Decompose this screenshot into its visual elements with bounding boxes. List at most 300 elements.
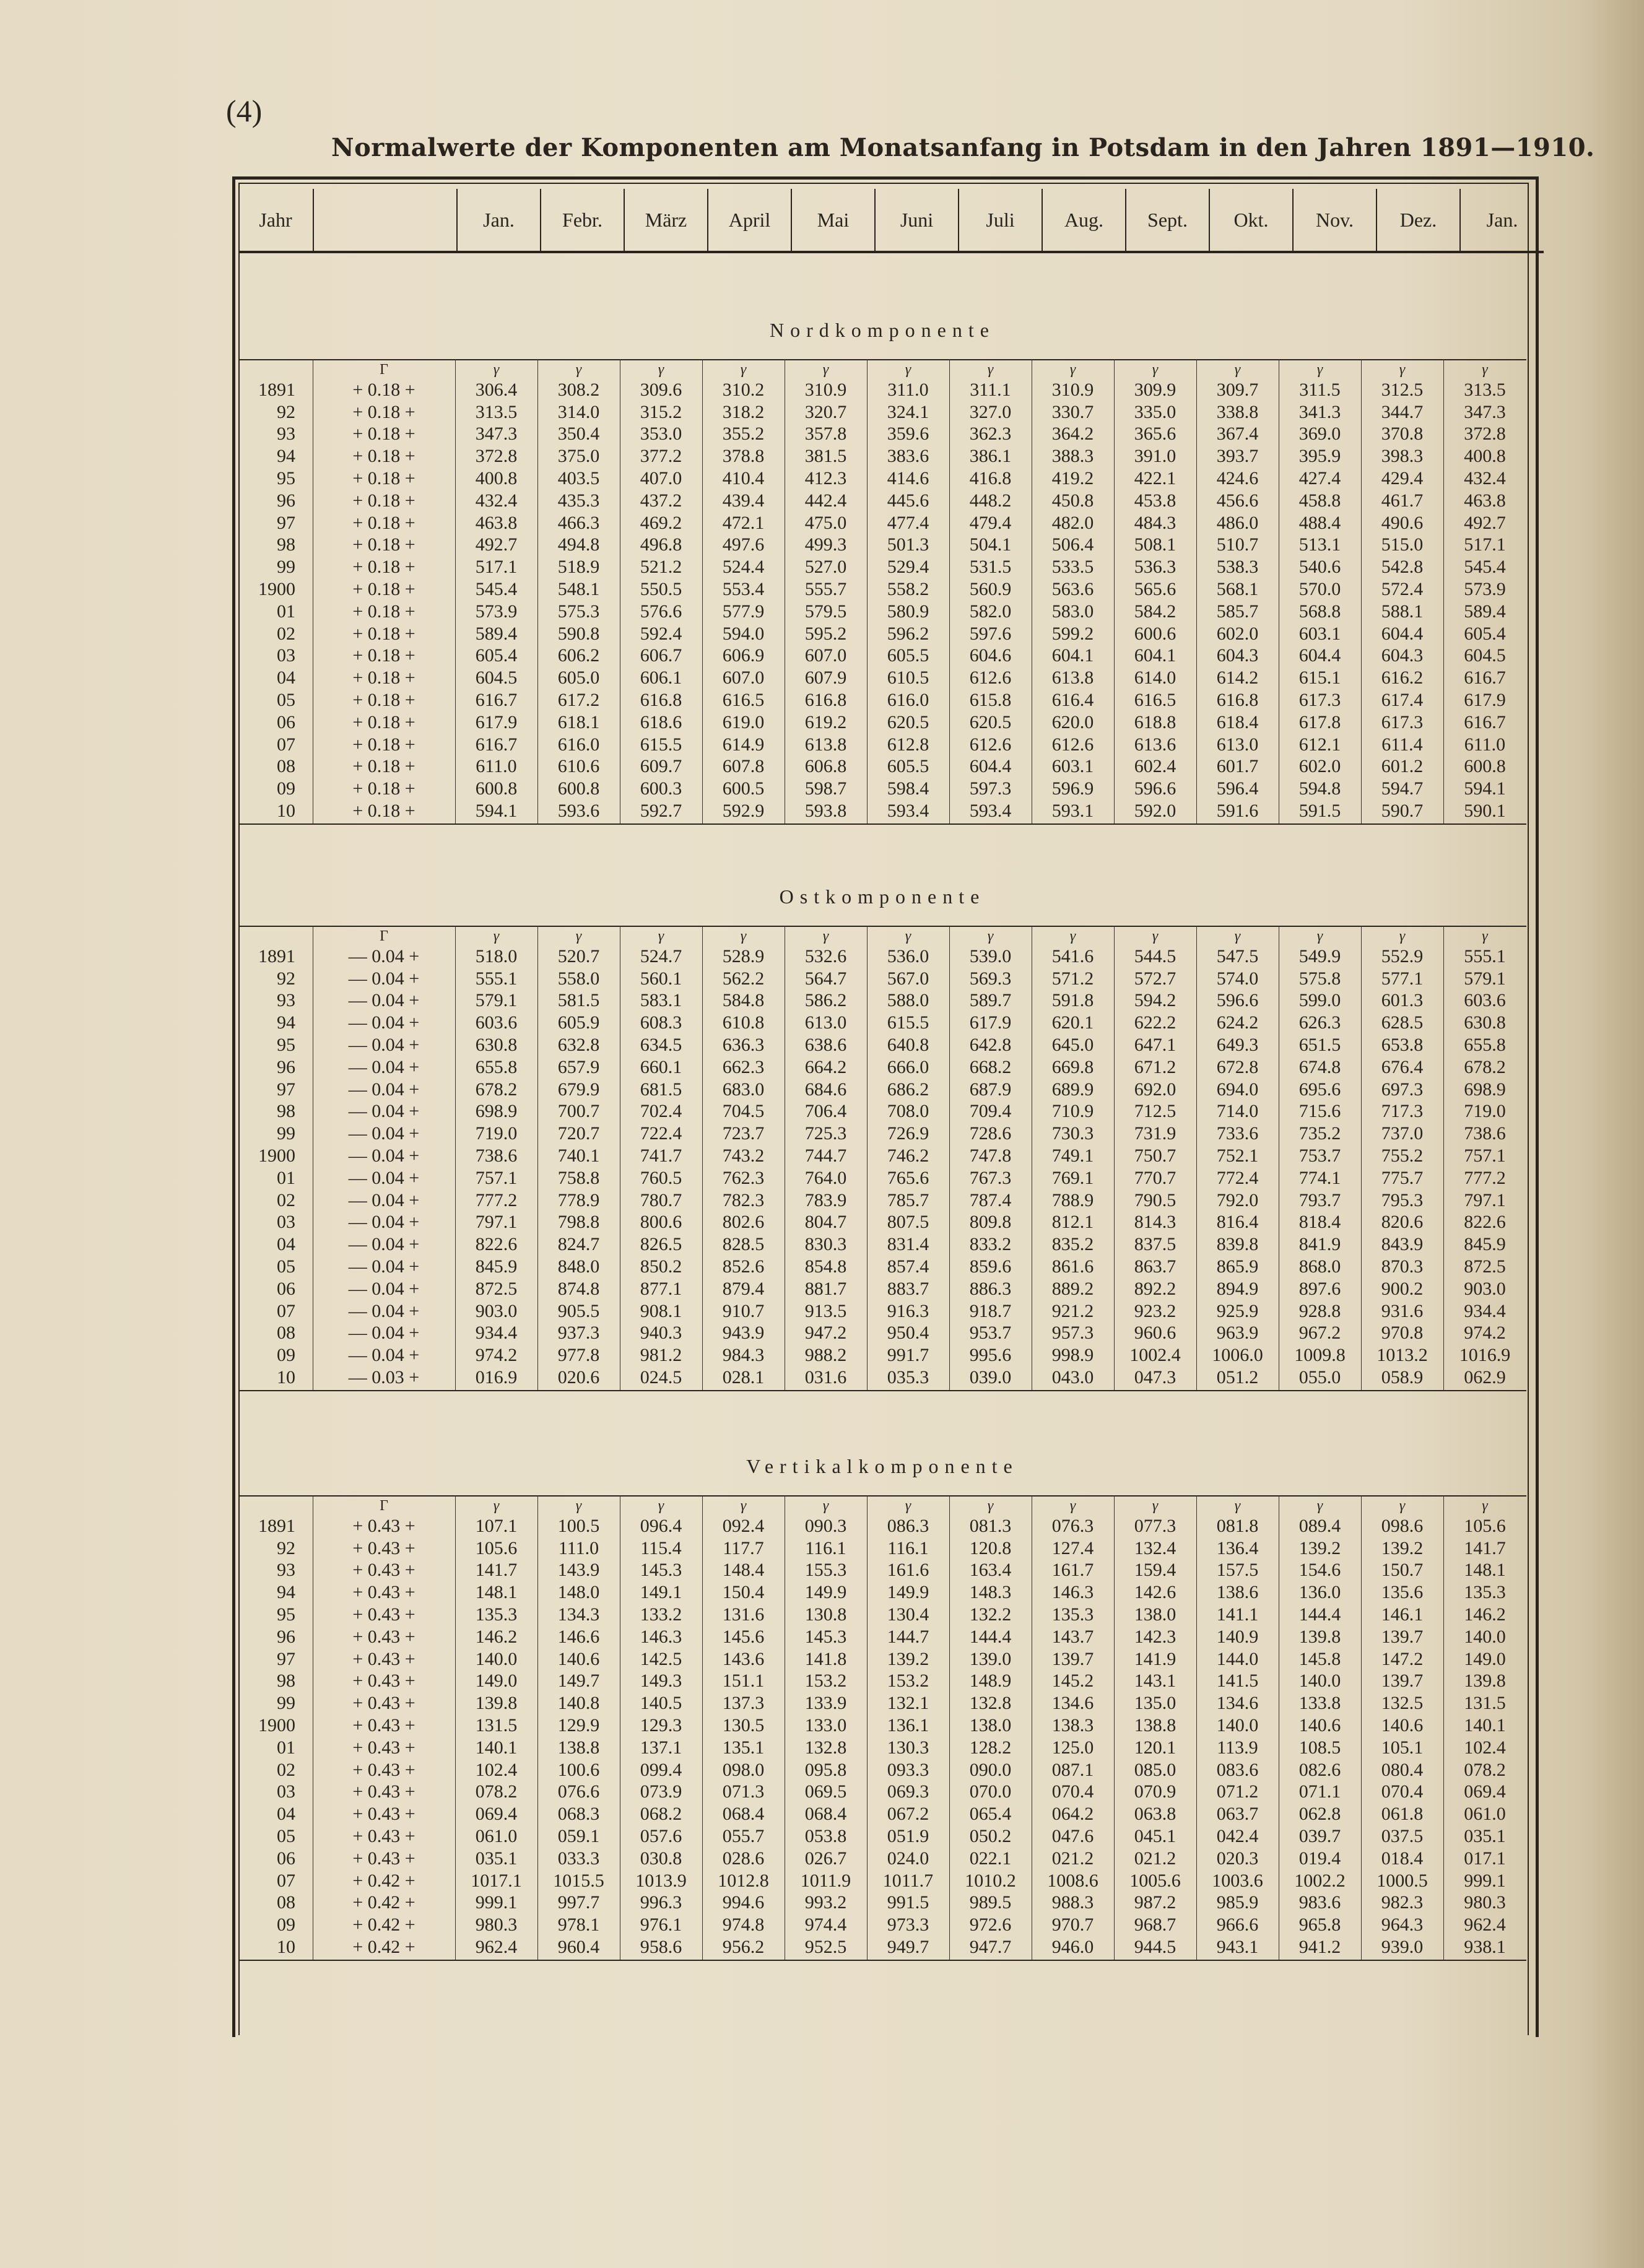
- value-cell: 987.2: [1134, 1892, 1176, 1913]
- value-cell: 311.5: [1299, 379, 1341, 400]
- value-cell: 536.0: [887, 945, 929, 967]
- year-cell: 93: [277, 990, 295, 1011]
- table-row: [238, 1145, 1526, 1167]
- value-cell: 113.9: [1217, 1737, 1258, 1758]
- value-cell: 141.9: [1134, 1648, 1176, 1669]
- table-row: [238, 1079, 1526, 1101]
- section-grid: [238, 927, 1526, 1389]
- value-cell: 607.8: [722, 756, 765, 777]
- table-row: [238, 645, 1526, 667]
- empty-cell: [238, 360, 313, 379]
- value-cell: 820.6: [1381, 1212, 1424, 1233]
- value-cell: 115.4: [640, 1537, 682, 1558]
- value-cell: 733.6: [1216, 1123, 1259, 1144]
- value-cell: 714.0: [1216, 1101, 1259, 1122]
- value-cell: 364.2: [1051, 424, 1094, 445]
- correction-cell: + 0.43 +: [352, 1693, 415, 1714]
- value-cell: 597.3: [969, 778, 1012, 799]
- unit-row: [238, 1497, 1526, 1515]
- correction-cell: + 0.42 +: [352, 1892, 415, 1913]
- value-cell: 085.0: [1134, 1759, 1176, 1780]
- value-cell: 950.4: [887, 1323, 929, 1344]
- value-cell: 463.8: [475, 512, 518, 533]
- value-cell: 605.4: [475, 645, 518, 666]
- value-cell: 797.1: [1464, 1189, 1506, 1210]
- value-cell: 061.0: [1464, 1804, 1506, 1825]
- value-cell: 605.9: [557, 1012, 600, 1033]
- unit-label: γ: [1069, 361, 1076, 378]
- correction-cell: + 0.18 +: [352, 756, 415, 777]
- value-cell: 365.6: [1134, 424, 1176, 445]
- column-rule: [537, 926, 538, 1390]
- value-cell: 442.4: [804, 490, 847, 511]
- value-cell: 968.7: [1134, 1914, 1176, 1936]
- correction-cell: — 0.03 +: [348, 1367, 420, 1388]
- value-cell: 662.3: [722, 1056, 765, 1077]
- value-cell: 918.7: [969, 1300, 1012, 1321]
- value-cell: 414.6: [887, 468, 929, 489]
- correction-cell: — 0.04 +: [348, 1035, 420, 1056]
- value-cell: 903.0: [1464, 1278, 1506, 1299]
- value-cell: 579.1: [1464, 968, 1506, 989]
- value-cell: 501.3: [887, 534, 929, 555]
- value-cell: 962.4: [1464, 1914, 1506, 1936]
- value-cell: 531.5: [969, 557, 1012, 578]
- value-cell: 318.2: [722, 401, 765, 422]
- value-cell: 568.1: [1216, 579, 1259, 600]
- value-cell: 055.0: [1298, 1367, 1341, 1388]
- column-rule: [1361, 1495, 1362, 1960]
- value-cell: 615.8: [969, 690, 1012, 711]
- value-cell: 553.4: [722, 579, 765, 600]
- table-row: [238, 578, 1526, 601]
- value-cell: 155.3: [804, 1560, 847, 1581]
- value-cell: 086.3: [887, 1515, 929, 1536]
- value-cell: 611.4: [1381, 734, 1423, 755]
- value-cell: 772.4: [1216, 1167, 1259, 1188]
- value-cell: 604.4: [1298, 645, 1341, 666]
- value-cell: 149.9: [804, 1582, 847, 1603]
- value-cell: 134.6: [1051, 1693, 1094, 1714]
- value-cell: 605.0: [557, 667, 600, 689]
- value-cell: 064.2: [1051, 1804, 1094, 1825]
- value-cell: 344.7: [1381, 401, 1424, 422]
- value-cell: 021.2: [1051, 1848, 1094, 1869]
- value-cell: 797.1: [475, 1212, 518, 1233]
- unit-label: γ: [740, 1497, 747, 1514]
- value-cell: 575.3: [557, 601, 600, 622]
- value-cell: 613.8: [1051, 667, 1094, 689]
- value-cell: 653.8: [1381, 1035, 1424, 1056]
- value-cell: 996.3: [640, 1892, 682, 1913]
- unit-label: γ: [1152, 928, 1159, 944]
- value-cell: 573.9: [475, 601, 518, 622]
- value-cell: 143.7: [1051, 1626, 1094, 1647]
- year-cell: 09: [277, 778, 295, 799]
- table-row: [238, 1515, 1526, 1537]
- value-cell: 702.4: [640, 1101, 682, 1122]
- value-cell: 877.1: [640, 1278, 682, 1299]
- value-cell: 555.1: [475, 968, 518, 989]
- value-cell: 353.0: [640, 424, 682, 445]
- value-cell: 988.3: [1051, 1892, 1094, 1913]
- section-title: Nordkomponente: [770, 319, 995, 341]
- value-cell: 999.1: [1464, 1870, 1506, 1891]
- unit-label: γ: [1152, 361, 1159, 378]
- value-cell: 139.8: [475, 1693, 518, 1714]
- unit-label: γ: [1069, 1497, 1076, 1514]
- value-cell: 067.2: [887, 1804, 929, 1825]
- value-cell: 580.9: [887, 601, 929, 622]
- value-cell: 310.9: [804, 379, 847, 400]
- year-cell: 97: [277, 1079, 295, 1100]
- header-month: Mai: [792, 189, 876, 251]
- value-cell: 1011.7: [882, 1870, 934, 1891]
- value-cell: 510.7: [1216, 534, 1259, 555]
- value-cell: 482.0: [1051, 512, 1094, 533]
- value-cell: 330.7: [1051, 401, 1094, 422]
- value-cell: 947.7: [969, 1937, 1012, 1958]
- correction-cell: + 0.18 +: [352, 734, 415, 755]
- value-cell: 886.3: [969, 1278, 1012, 1299]
- value-cell: 883.7: [887, 1278, 929, 1299]
- value-cell: 576.6: [640, 601, 682, 622]
- table-row: [238, 1344, 1526, 1366]
- value-cell: 589.7: [969, 990, 1012, 1011]
- value-cell: 749.1: [1051, 1145, 1094, 1167]
- value-cell: 973.3: [887, 1914, 929, 1936]
- value-cell: 051.2: [1216, 1367, 1259, 1388]
- value-cell: 618.6: [640, 711, 682, 732]
- value-cell: 016.9: [475, 1367, 518, 1388]
- table-row: [238, 379, 1526, 401]
- value-cell: 850.2: [640, 1256, 682, 1277]
- value-cell: 679.9: [557, 1079, 600, 1100]
- year-cell: 03: [277, 645, 295, 666]
- correction-cell: — 0.04 +: [348, 1189, 420, 1210]
- value-cell: 582.0: [969, 601, 1012, 622]
- value-cell: 388.3: [1051, 446, 1094, 467]
- value-cell: 674.8: [1298, 1056, 1341, 1077]
- value-cell: 017.1: [1464, 1848, 1506, 1869]
- value-cell: 913.5: [804, 1300, 847, 1321]
- value-cell: 391.0: [1134, 446, 1176, 467]
- value-cell: 835.2: [1051, 1234, 1094, 1255]
- value-cell: 019.4: [1298, 1848, 1341, 1869]
- value-cell: 874.8: [557, 1278, 600, 1299]
- value-cell: 051.9: [887, 1826, 929, 1847]
- value-cell: 995.6: [969, 1345, 1012, 1366]
- correction-cell: + 0.18 +: [352, 623, 415, 644]
- correction-cell: + 0.43 +: [352, 1648, 415, 1669]
- correction-cell: — 0.04 +: [348, 1056, 420, 1077]
- unit-label: γ: [658, 361, 664, 378]
- value-cell: 142.6: [1134, 1582, 1176, 1603]
- value-cell: 120.1: [1134, 1737, 1176, 1758]
- value-cell: 370.8: [1381, 424, 1424, 445]
- value-cell: 143.6: [722, 1648, 765, 1669]
- year-cell: 1900: [258, 579, 295, 600]
- value-cell: 613.0: [1216, 734, 1259, 755]
- value-cell: 089.4: [1298, 1515, 1341, 1536]
- value-cell: 900.2: [1381, 1278, 1424, 1299]
- value-cell: 058.9: [1381, 1367, 1424, 1388]
- value-cell: 683.0: [722, 1079, 765, 1100]
- year-cell: 06: [277, 1848, 295, 1869]
- value-cell: 974.8: [722, 1914, 765, 1936]
- value-cell: 520.7: [557, 945, 600, 967]
- unit-label: γ: [987, 928, 994, 944]
- value-cell: 142.3: [1134, 1626, 1176, 1647]
- value-cell: 153.2: [887, 1671, 929, 1692]
- value-cell: 437.2: [640, 490, 682, 511]
- value-cell: 575.8: [1298, 968, 1341, 989]
- value-cell: 506.4: [1051, 534, 1094, 555]
- year-cell: 01: [277, 1737, 295, 1758]
- correction-cell: — 0.04 +: [348, 1167, 420, 1188]
- value-cell: 154.6: [1298, 1560, 1341, 1581]
- value-cell: 956.2: [722, 1937, 765, 1958]
- value-cell: 163.4: [969, 1560, 1012, 1581]
- unit-row: [238, 927, 1526, 945]
- value-cell: 953.7: [969, 1323, 1012, 1344]
- value-cell: 137.3: [722, 1693, 765, 1714]
- table-row: [238, 1626, 1526, 1648]
- value-cell: 095.8: [804, 1759, 847, 1780]
- table-row: [238, 1604, 1526, 1626]
- value-cell: 076.3: [1051, 1515, 1094, 1536]
- year-cell: 06: [277, 711, 295, 732]
- section-title: Ostkomponente: [779, 885, 986, 908]
- value-cell: 698.9: [475, 1101, 518, 1122]
- column-rule: [702, 359, 703, 823]
- value-cell: 903.0: [475, 1300, 518, 1321]
- correction-cell: + 0.43 +: [352, 1604, 415, 1625]
- value-cell: 140.1: [1464, 1715, 1506, 1736]
- value-cell: 622.2: [1134, 1012, 1176, 1033]
- value-cell: 916.3: [887, 1300, 929, 1321]
- table-row: [238, 601, 1526, 623]
- value-cell: 125.0: [1051, 1737, 1094, 1758]
- year-cell: 1900: [258, 1145, 295, 1167]
- value-cell: 593.4: [887, 801, 929, 822]
- value-cell: 517.1: [475, 557, 518, 578]
- value-cell: 042.4: [1216, 1826, 1259, 1847]
- table-row: [238, 1101, 1526, 1123]
- year-cell: 07: [277, 1870, 295, 1891]
- value-cell: 872.5: [475, 1278, 518, 1299]
- table-title: Normalwerte der Komponenten am Monatsanfang in Potsdam in den Jahren 1891—1910.: [331, 133, 1595, 162]
- value-cell: 150.4: [722, 1582, 765, 1603]
- value-cell: 944.5: [1134, 1937, 1176, 1958]
- correction-cell: + 0.18 +: [352, 379, 415, 400]
- year-cell: 08: [277, 1323, 295, 1344]
- page-number: (4): [226, 93, 263, 128]
- value-cell: 134.3: [557, 1604, 600, 1625]
- value-cell: 424.6: [1216, 468, 1259, 489]
- value-cell: 612.1: [1298, 734, 1341, 755]
- value-cell: 640.8: [887, 1035, 929, 1056]
- value-cell: 132.2: [969, 1604, 1012, 1625]
- value-cell: 484.3: [1134, 512, 1176, 533]
- unit-label: γ: [987, 361, 994, 378]
- value-cell: 613.6: [1134, 734, 1176, 755]
- year-cell: 93: [277, 1560, 295, 1581]
- value-cell: 831.4: [887, 1234, 929, 1255]
- value-cell: 562.2: [722, 968, 765, 989]
- value-cell: 672.8: [1216, 1056, 1259, 1077]
- correction-cell: — 0.04 +: [348, 1323, 420, 1344]
- value-cell: 769.1: [1051, 1167, 1094, 1188]
- column-rule: [1114, 359, 1115, 823]
- value-cell: 138.3: [1051, 1715, 1094, 1736]
- value-cell: 602.0: [1216, 623, 1259, 644]
- table-row: [238, 945, 1526, 968]
- year-cell: 95: [277, 468, 295, 489]
- value-cell: 400.8: [1464, 446, 1506, 467]
- table-row: [238, 778, 1526, 800]
- value-cell: 592.0: [1134, 801, 1176, 822]
- year-cell: 92: [277, 401, 295, 422]
- value-cell: 448.2: [969, 490, 1012, 511]
- value-cell: 149.7: [557, 1671, 600, 1692]
- value-cell: 092.4: [722, 1515, 765, 1536]
- value-cell: 047.6: [1051, 1826, 1094, 1847]
- value-cell: 612.6: [969, 734, 1012, 755]
- value-cell: 513.1: [1298, 534, 1341, 555]
- correction-cell: + 0.18 +: [352, 424, 415, 445]
- value-cell: 585.7: [1216, 601, 1259, 622]
- value-cell: 161.6: [887, 1560, 929, 1581]
- value-cell: 518.9: [557, 557, 600, 578]
- value-cell: 614.9: [722, 734, 765, 755]
- header-month: Aug.: [1043, 189, 1126, 251]
- value-cell: 131.6: [722, 1604, 765, 1625]
- unit-label: γ: [493, 361, 500, 378]
- correction-label: Γ: [380, 1497, 388, 1514]
- value-cell: 970.7: [1051, 1914, 1094, 1936]
- column-rule: [949, 926, 950, 1390]
- value-cell: 133.9: [804, 1693, 847, 1714]
- value-cell: 1003.6: [1212, 1870, 1263, 1891]
- value-cell: 024.5: [640, 1367, 682, 1388]
- value-cell: 612.6: [969, 667, 1012, 689]
- value-cell: 586.2: [804, 990, 847, 1011]
- value-cell: 952.5: [804, 1937, 847, 1958]
- value-cell: 098.6: [1381, 1515, 1424, 1536]
- correction-cell: + 0.42 +: [352, 1914, 415, 1936]
- value-cell: 1002.2: [1294, 1870, 1346, 1891]
- value-cell: 146.3: [640, 1626, 682, 1647]
- value-cell: 375.0: [557, 446, 600, 467]
- value-cell: 312.5: [1381, 379, 1424, 400]
- correction-cell: + 0.18 +: [352, 690, 415, 711]
- value-cell: 960.4: [557, 1937, 600, 1958]
- value-cell: 753.7: [1298, 1145, 1341, 1167]
- value-cell: 341.3: [1298, 401, 1341, 422]
- value-cell: 453.8: [1134, 490, 1176, 511]
- value-cell: 826.5: [640, 1234, 682, 1255]
- value-cell: 686.2: [887, 1079, 929, 1100]
- value-cell: 782.3: [722, 1189, 765, 1210]
- value-cell: 684.6: [804, 1079, 847, 1100]
- value-cell: 315.2: [640, 401, 682, 422]
- value-cell: 879.4: [722, 1278, 765, 1299]
- value-cell: 722.4: [640, 1123, 682, 1144]
- unit-label: γ: [575, 361, 582, 378]
- value-cell: 618.8: [1134, 711, 1176, 732]
- value-cell: 632.8: [557, 1035, 600, 1056]
- value-cell: 139.8: [1298, 1626, 1341, 1647]
- section-bottom-rule: [238, 1960, 1526, 1961]
- header-month: April: [708, 189, 792, 251]
- column-rule: [537, 1495, 538, 1960]
- table-row: [238, 1648, 1526, 1671]
- value-cell: 309.7: [1216, 379, 1259, 400]
- column-rule: [455, 1495, 456, 1960]
- unit-label: γ: [1316, 928, 1323, 944]
- value-cell: 604.6: [969, 645, 1012, 666]
- value-cell: 972.6: [969, 1914, 1012, 1936]
- value-cell: 780.7: [640, 1189, 682, 1210]
- value-cell: 616.2: [1381, 667, 1424, 689]
- value-cell: 787.4: [969, 1189, 1012, 1210]
- unit-label: γ: [822, 1497, 829, 1514]
- header-month: März: [625, 189, 708, 251]
- value-cell: 750.7: [1134, 1145, 1176, 1167]
- year-cell: 97: [277, 1648, 295, 1669]
- value-cell: 043.0: [1051, 1367, 1094, 1388]
- value-cell: 937.3: [557, 1323, 600, 1344]
- unit-label: γ: [1069, 928, 1076, 944]
- value-cell: 070.9: [1134, 1781, 1176, 1802]
- value-cell: 620.5: [969, 711, 1012, 732]
- value-cell: 347.3: [475, 424, 518, 445]
- value-cell: 078.2: [475, 1781, 518, 1802]
- value-cell: 967.2: [1298, 1323, 1341, 1344]
- header-month: Febr.: [541, 189, 625, 251]
- value-cell: 1011.9: [800, 1870, 851, 1891]
- value-cell: 617.3: [1298, 690, 1341, 711]
- column-rule: [1443, 359, 1444, 823]
- correction-cell: — 0.04 +: [348, 1234, 420, 1255]
- value-cell: 372.8: [1464, 424, 1506, 445]
- value-cell: 355.2: [722, 424, 765, 445]
- value-cell: 068.4: [722, 1804, 765, 1825]
- value-cell: 310.2: [722, 379, 765, 400]
- value-cell: 136.1: [887, 1715, 929, 1736]
- value-cell: 1012.8: [718, 1870, 769, 1891]
- value-cell: 116.1: [805, 1537, 846, 1558]
- value-cell: 132.8: [969, 1693, 1012, 1714]
- value-cell: 998.9: [1051, 1345, 1094, 1366]
- value-cell: 800.6: [640, 1212, 682, 1233]
- table-row: [238, 990, 1526, 1012]
- column-rule: [702, 926, 703, 1390]
- value-cell: 592.9: [722, 801, 765, 822]
- value-cell: 076.6: [557, 1781, 600, 1802]
- column-rule: [1361, 926, 1362, 1390]
- value-cell: 687.9: [969, 1079, 1012, 1100]
- correction-cell: + 0.43 +: [352, 1759, 415, 1780]
- value-cell: 135.6: [1381, 1582, 1424, 1603]
- value-cell: 117.7: [723, 1537, 764, 1558]
- value-cell: 978.1: [557, 1914, 600, 1936]
- unit-label: γ: [493, 928, 500, 944]
- year-cell: 96: [277, 1056, 295, 1077]
- value-cell: 139.2: [1298, 1537, 1341, 1558]
- value-cell: 676.4: [1381, 1056, 1424, 1077]
